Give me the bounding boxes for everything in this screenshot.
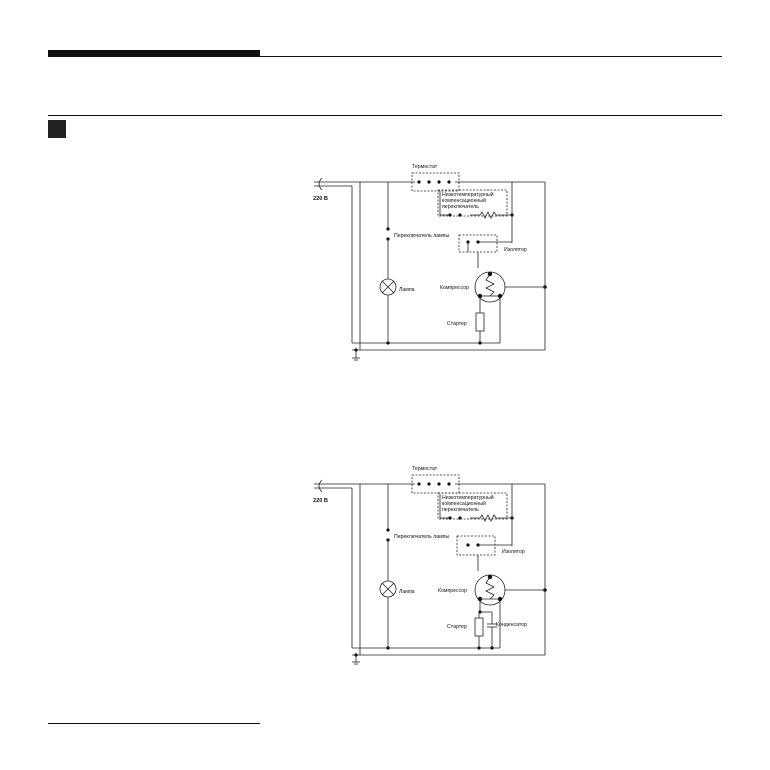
isolator-label: Изолятор xyxy=(504,247,527,253)
plug-icon xyxy=(319,178,322,190)
footer-rule xyxy=(48,723,260,724)
lamp-label: Лампа xyxy=(399,589,415,595)
starter-icon xyxy=(476,313,484,331)
lamp-label: Лампа xyxy=(399,287,415,293)
wiring-diagram-2 xyxy=(300,462,560,672)
isolator-label: Изолятор xyxy=(502,549,525,555)
supply-label: 220 В xyxy=(313,498,328,504)
header-thin-rule xyxy=(48,56,722,57)
low-temp-switch-label-1: Низкотемпературный xyxy=(442,192,494,198)
starter-label: Стартер xyxy=(447,624,467,630)
plug-icon xyxy=(319,480,322,492)
low-temp-switch-label-3: переключатель xyxy=(442,204,479,210)
compressor-label: Компрессор xyxy=(438,588,468,594)
low-temp-switch-label-1: Низкотемпературный xyxy=(442,495,494,501)
thermostat-label: Термостат xyxy=(412,466,438,472)
supply-label: 220 В xyxy=(313,196,328,202)
lamp-switch-label: Переключатель лампы xyxy=(394,534,450,540)
resistor-icon xyxy=(470,212,512,218)
resistor-icon xyxy=(470,515,512,521)
compressor-label: Компрессор xyxy=(440,285,470,291)
thermostat-label: Термостат xyxy=(412,164,438,170)
starter-icon xyxy=(475,618,483,636)
capacitor-label: Конденсатор xyxy=(496,622,528,628)
lamp-switch-label: Переключатель лампы xyxy=(394,233,450,239)
low-temp-switch-label-3: переключатель xyxy=(442,507,479,513)
wiring-diagram-1 xyxy=(300,160,560,370)
isolator-box xyxy=(457,536,495,555)
section-marker xyxy=(48,120,66,138)
section-rule xyxy=(48,115,722,116)
low-temp-switch-label-2: компенсационный xyxy=(442,501,486,507)
low-temp-switch-label-2: компенсационный xyxy=(442,198,486,204)
starter-label: Стартер xyxy=(447,321,467,327)
